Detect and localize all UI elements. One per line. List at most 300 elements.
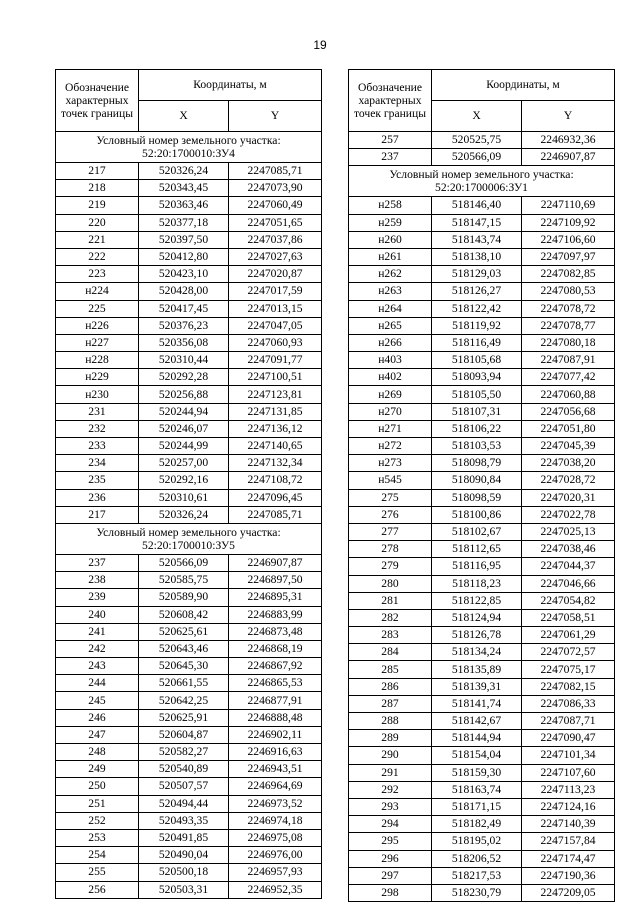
point-id-cell: н258 [349, 197, 432, 214]
table-row [56, 812, 322, 829]
table-row [349, 149, 615, 166]
y-coordinate-cell: 2247209,05 [522, 884, 615, 901]
y-coordinate-cell: 2247051,65 [229, 214, 322, 231]
x-coordinate-cell: 520540,89 [139, 761, 229, 778]
x-coordinate-cell: 520625,91 [139, 709, 229, 726]
y-coordinate-cell: 2246888,48 [229, 709, 322, 726]
y-coordinate-cell: 2247025,13 [522, 523, 615, 540]
y-coordinate-cell: 2246867,92 [229, 658, 322, 675]
x-coordinate-cell: 520642,25 [139, 692, 229, 709]
table-row [56, 180, 322, 197]
table-row [56, 881, 322, 898]
x-coordinate-cell: 518090,84 [432, 472, 522, 489]
x-coordinate-cell: 520310,44 [139, 352, 229, 369]
point-id-cell: 278 [349, 541, 432, 558]
x-coordinate-cell: 520566,09 [139, 554, 229, 571]
x-coordinate-cell: 520507,57 [139, 778, 229, 795]
table-row [349, 523, 615, 540]
point-id-cell: н266 [349, 334, 432, 351]
table-row [56, 438, 322, 455]
point-id-cell: 234 [56, 455, 139, 472]
point-id-cell: 239 [56, 589, 139, 606]
point-id-cell: н271 [349, 420, 432, 437]
table-row [56, 640, 322, 657]
table-row [349, 884, 615, 901]
point-id-cell: 241 [56, 623, 139, 640]
table-row [349, 867, 615, 884]
point-id-cell: н227 [56, 334, 139, 351]
point-id-cell: 235 [56, 472, 139, 489]
x-coordinate-cell: 520661,55 [139, 675, 229, 692]
table-row [349, 455, 615, 472]
table-row [349, 609, 615, 626]
x-coordinate-cell: 518122,85 [432, 592, 522, 609]
table-row [349, 197, 615, 214]
y-coordinate-cell: 2247106,60 [522, 231, 615, 248]
table-row [349, 661, 615, 678]
y-coordinate-cell: 2247082,85 [522, 266, 615, 283]
point-id-cell: 255 [56, 864, 139, 881]
point-id-cell: н264 [349, 300, 432, 317]
table-row [56, 248, 322, 265]
point-id-cell: н545 [349, 472, 432, 489]
x-coordinate-cell: 518141,74 [432, 695, 522, 712]
point-id-cell: 257 [349, 132, 432, 149]
point-id-cell: 281 [349, 592, 432, 609]
point-id-cell: 242 [56, 640, 139, 657]
land-plot-number: Условный номер земельного участка: 52:20:1700006:ЗУ1 [349, 166, 615, 197]
table-row [349, 231, 615, 248]
table-row [56, 352, 322, 369]
x-coordinate-cell: 518102,67 [432, 523, 522, 540]
table-row [56, 709, 322, 726]
x-coordinate-cell: 518122,42 [432, 300, 522, 317]
y-coordinate-cell: 2247075,17 [522, 661, 615, 678]
x-coordinate-cell: 518206,52 [432, 850, 522, 867]
point-id-cell: 240 [56, 606, 139, 623]
x-coordinate-cell: 520417,45 [139, 300, 229, 317]
y-coordinate-cell: 2247017,59 [229, 283, 322, 300]
table-row [56, 675, 322, 692]
point-id-cell: 287 [349, 695, 432, 712]
y-coordinate-cell: 2247060,88 [522, 386, 615, 403]
y-coordinate-cell: 2247073,90 [229, 180, 322, 197]
x-coordinate-cell: 518098,79 [432, 455, 522, 472]
y-coordinate-cell: 2247174,47 [522, 850, 615, 867]
y-coordinate-cell: 2247091,77 [229, 352, 322, 369]
header-y: Y [522, 101, 615, 132]
point-id-cell: 222 [56, 248, 139, 265]
table-row [349, 764, 615, 781]
point-id-cell: 293 [349, 798, 432, 815]
y-coordinate-cell: 2246902,11 [229, 726, 322, 743]
table-row [56, 266, 322, 283]
table-header [349, 70, 615, 132]
point-id-cell: 285 [349, 661, 432, 678]
y-coordinate-cell: 2247090,47 [522, 730, 615, 747]
point-id-cell: н269 [349, 386, 432, 403]
header-x: X [139, 101, 229, 132]
point-id-cell: 247 [56, 726, 139, 743]
x-coordinate-cell: 520244,94 [139, 403, 229, 420]
y-coordinate-cell: 2247087,71 [522, 713, 615, 730]
header-point-designation: Обозначение характерных точек границы [56, 70, 139, 132]
table-row [56, 658, 322, 675]
point-id-cell: н228 [56, 352, 139, 369]
table-row [349, 334, 615, 351]
y-coordinate-cell: 2246897,50 [229, 572, 322, 589]
x-coordinate-cell: 518143,74 [432, 231, 522, 248]
y-coordinate-cell: 2247054,82 [522, 592, 615, 609]
x-coordinate-cell: 518154,04 [432, 747, 522, 764]
y-coordinate-cell: 2247085,71 [229, 163, 322, 180]
point-id-cell: 244 [56, 675, 139, 692]
table-row [349, 386, 615, 403]
table-row [349, 747, 615, 764]
x-coordinate-cell: 518119,92 [432, 317, 522, 334]
y-coordinate-cell: 2246907,87 [522, 149, 615, 166]
x-coordinate-cell: 520503,31 [139, 881, 229, 898]
y-coordinate-cell: 2247020,31 [522, 489, 615, 506]
x-coordinate-cell: 520363,46 [139, 197, 229, 214]
table-row [349, 317, 615, 334]
y-coordinate-cell: 2247038,46 [522, 541, 615, 558]
y-coordinate-cell: 2247124,16 [522, 798, 615, 815]
point-id-cell: 217 [56, 506, 139, 523]
x-coordinate-cell: 520490,04 [139, 847, 229, 864]
table-row [56, 606, 322, 623]
x-coordinate-cell: 518159,30 [432, 764, 522, 781]
point-id-cell: 276 [349, 506, 432, 523]
point-id-cell: н224 [56, 283, 139, 300]
x-coordinate-cell: 518195,02 [432, 833, 522, 850]
x-coordinate-cell: 520500,18 [139, 864, 229, 881]
table-row [56, 214, 322, 231]
header-y: Y [229, 101, 322, 132]
table-row [349, 438, 615, 455]
table-row [349, 781, 615, 798]
y-coordinate-cell: 2247078,77 [522, 317, 615, 334]
x-coordinate-cell: 520377,18 [139, 214, 229, 231]
table-row [56, 420, 322, 437]
x-coordinate-cell: 520494,44 [139, 795, 229, 812]
table-row [56, 334, 322, 351]
table-row [56, 864, 322, 881]
x-coordinate-cell: 518129,03 [432, 266, 522, 283]
y-coordinate-cell: 2247140,39 [522, 816, 615, 833]
table-row [56, 300, 322, 317]
y-coordinate-cell: 2247045,39 [522, 438, 615, 455]
x-coordinate-cell: 520491,85 [139, 829, 229, 846]
y-coordinate-cell: 2247046,66 [522, 575, 615, 592]
x-coordinate-cell: 518138,10 [432, 248, 522, 265]
x-coordinate-cell: 518093,94 [432, 369, 522, 386]
table-row [56, 744, 322, 761]
x-coordinate-cell: 518124,94 [432, 609, 522, 626]
x-coordinate-cell: 518126,78 [432, 627, 522, 644]
x-coordinate-cell: 518106,22 [432, 420, 522, 437]
point-id-cell: 282 [349, 609, 432, 626]
point-id-cell: н259 [349, 214, 432, 231]
y-coordinate-cell: 2246877,91 [229, 692, 322, 709]
table-row [349, 352, 615, 369]
coordinates-table-right [348, 69, 615, 902]
x-coordinate-cell: 520428,00 [139, 283, 229, 300]
land-plot-number: Условный номер земельного участка: 52:20:1700010:ЗУ5 [56, 523, 322, 554]
x-coordinate-cell: 518126,27 [432, 283, 522, 300]
y-coordinate-cell: 2247096,45 [229, 489, 322, 506]
point-id-cell: 298 [349, 884, 432, 901]
table-row [349, 575, 615, 592]
table-row [56, 572, 322, 589]
table-row [349, 248, 615, 265]
x-coordinate-cell: 518116,95 [432, 558, 522, 575]
x-coordinate-cell: 520292,16 [139, 472, 229, 489]
point-id-cell: 279 [349, 558, 432, 575]
x-coordinate-cell: 520423,10 [139, 266, 229, 283]
table-row [349, 627, 615, 644]
x-coordinate-cell: 520412,80 [139, 248, 229, 265]
x-coordinate-cell: 520292,28 [139, 369, 229, 386]
y-coordinate-cell: 2246883,99 [229, 606, 322, 623]
point-id-cell: 245 [56, 692, 139, 709]
table-row [56, 589, 322, 606]
y-coordinate-cell: 2246975,08 [229, 829, 322, 846]
point-id-cell: 251 [56, 795, 139, 812]
x-coordinate-cell: 518118,23 [432, 575, 522, 592]
x-coordinate-cell: 518163,74 [432, 781, 522, 798]
point-id-cell: 237 [349, 149, 432, 166]
y-coordinate-cell: 2247132,34 [229, 455, 322, 472]
land-plot-number: Условный номер земельного участка: 52:20:1700010:ЗУ4 [56, 132, 322, 163]
x-coordinate-cell: 520582,27 [139, 744, 229, 761]
x-coordinate-cell: 518217,53 [432, 867, 522, 884]
point-id-cell: 256 [56, 881, 139, 898]
x-coordinate-cell: 518103,53 [432, 438, 522, 455]
point-id-cell: н260 [349, 231, 432, 248]
table-body [349, 132, 615, 902]
point-id-cell: 290 [349, 747, 432, 764]
section-row [349, 166, 615, 197]
y-coordinate-cell: 2247107,60 [522, 764, 615, 781]
x-coordinate-cell: 520256,88 [139, 386, 229, 403]
point-id-cell: 233 [56, 438, 139, 455]
point-id-cell: 283 [349, 627, 432, 644]
table-row [56, 472, 322, 489]
x-coordinate-cell: 518171,15 [432, 798, 522, 815]
table-row [349, 798, 615, 815]
y-coordinate-cell: 2247082,15 [522, 678, 615, 695]
header-coordinates: Координаты, м [432, 70, 615, 101]
x-coordinate-cell: 520244,99 [139, 438, 229, 455]
x-coordinate-cell: 520356,08 [139, 334, 229, 351]
table-row [349, 558, 615, 575]
y-coordinate-cell: 2247061,29 [522, 627, 615, 644]
y-coordinate-cell: 2247047,05 [229, 317, 322, 334]
y-coordinate-cell: 2246916,63 [229, 744, 322, 761]
y-coordinate-cell: 2247028,72 [522, 472, 615, 489]
table-row [56, 231, 322, 248]
x-coordinate-cell: 520326,24 [139, 506, 229, 523]
x-coordinate-cell: 520625,61 [139, 623, 229, 640]
table-row [349, 713, 615, 730]
y-coordinate-cell: 2247110,69 [522, 197, 615, 214]
x-coordinate-cell: 520493,35 [139, 812, 229, 829]
y-coordinate-cell: 2247100,51 [229, 369, 322, 386]
table-body [56, 132, 322, 899]
table-row [56, 369, 322, 386]
table-row [349, 420, 615, 437]
point-id-cell: 254 [56, 847, 139, 864]
x-coordinate-cell: 518230,79 [432, 884, 522, 901]
y-coordinate-cell: 2247072,57 [522, 644, 615, 661]
table-row [349, 369, 615, 386]
y-coordinate-cell: 2247060,49 [229, 197, 322, 214]
y-coordinate-cell: 2247037,86 [229, 231, 322, 248]
y-coordinate-cell: 2247058,51 [522, 609, 615, 626]
x-coordinate-cell: 518105,68 [432, 352, 522, 369]
point-id-cell: н230 [56, 386, 139, 403]
table-row [56, 386, 322, 403]
x-coordinate-cell: 520608,42 [139, 606, 229, 623]
y-coordinate-cell: 2247080,18 [522, 334, 615, 351]
table-row [56, 403, 322, 420]
x-coordinate-cell: 520343,45 [139, 180, 229, 197]
point-id-cell: 296 [349, 850, 432, 867]
table-row [349, 678, 615, 695]
table-row [56, 829, 322, 846]
x-coordinate-cell: 520310,61 [139, 489, 229, 506]
point-id-cell: н261 [349, 248, 432, 265]
point-id-cell: н263 [349, 283, 432, 300]
point-id-cell: 275 [349, 489, 432, 506]
table-header [56, 70, 322, 132]
table-row [349, 541, 615, 558]
point-id-cell: 218 [56, 180, 139, 197]
y-coordinate-cell: 2247108,72 [229, 472, 322, 489]
table-row [56, 692, 322, 709]
table-row [56, 283, 322, 300]
y-coordinate-cell: 2246865,53 [229, 675, 322, 692]
point-id-cell: 243 [56, 658, 139, 675]
y-coordinate-cell: 2247097,97 [522, 248, 615, 265]
point-id-cell: н262 [349, 266, 432, 283]
point-id-cell: 232 [56, 420, 139, 437]
x-coordinate-cell: 520645,30 [139, 658, 229, 675]
point-id-cell: 237 [56, 554, 139, 571]
header-coordinates: Координаты, м [139, 70, 322, 101]
y-coordinate-cell: 2247056,68 [522, 403, 615, 420]
y-coordinate-cell: 2246932,36 [522, 132, 615, 149]
x-coordinate-cell: 518116,49 [432, 334, 522, 351]
point-id-cell: 220 [56, 214, 139, 231]
x-coordinate-cell: 518100,86 [432, 506, 522, 523]
point-id-cell: 295 [349, 833, 432, 850]
x-coordinate-cell: 518105,50 [432, 386, 522, 403]
x-coordinate-cell: 518134,24 [432, 644, 522, 661]
x-coordinate-cell: 520525,75 [432, 132, 522, 149]
point-id-cell: 250 [56, 778, 139, 795]
table-row [56, 778, 322, 795]
x-coordinate-cell: 520643,46 [139, 640, 229, 657]
table-row [349, 850, 615, 867]
table-row [56, 623, 322, 640]
point-id-cell: 291 [349, 764, 432, 781]
point-id-cell: 253 [56, 829, 139, 846]
y-coordinate-cell: 2247086,33 [522, 695, 615, 712]
y-coordinate-cell: 2247044,37 [522, 558, 615, 575]
y-coordinate-cell: 2246964,69 [229, 778, 322, 795]
x-coordinate-cell: 518182,49 [432, 816, 522, 833]
y-coordinate-cell: 2247109,92 [522, 214, 615, 231]
x-coordinate-cell: 518112,65 [432, 541, 522, 558]
point-id-cell: 292 [349, 781, 432, 798]
y-coordinate-cell: 2247136,12 [229, 420, 322, 437]
y-coordinate-cell: 2247078,72 [522, 300, 615, 317]
section-row [56, 132, 322, 163]
y-coordinate-cell: 2246895,31 [229, 589, 322, 606]
y-coordinate-cell: 2247123,81 [229, 386, 322, 403]
x-coordinate-cell: 520326,24 [139, 163, 229, 180]
point-id-cell: 219 [56, 197, 139, 214]
point-id-cell: 223 [56, 266, 139, 283]
point-id-cell: н265 [349, 317, 432, 334]
table-row [56, 163, 322, 180]
x-coordinate-cell: 520257,00 [139, 455, 229, 472]
y-coordinate-cell: 2247060,93 [229, 334, 322, 351]
point-id-cell: н229 [56, 369, 139, 386]
point-id-cell: 284 [349, 644, 432, 661]
point-id-cell: 225 [56, 300, 139, 317]
x-coordinate-cell: 518144,94 [432, 730, 522, 747]
table-row [349, 644, 615, 661]
y-coordinate-cell: 2247131,85 [229, 403, 322, 420]
point-id-cell: 248 [56, 744, 139, 761]
point-id-cell: 249 [56, 761, 139, 778]
table-row [349, 472, 615, 489]
x-coordinate-cell: 518098,59 [432, 489, 522, 506]
point-id-cell: 280 [349, 575, 432, 592]
point-id-cell: 294 [349, 816, 432, 833]
y-coordinate-cell: 2246952,35 [229, 881, 322, 898]
coordinates-table-left [55, 69, 322, 899]
y-coordinate-cell: 2246907,87 [229, 554, 322, 571]
y-coordinate-cell: 2247020,87 [229, 266, 322, 283]
y-coordinate-cell: 2247101,34 [522, 747, 615, 764]
point-id-cell: н226 [56, 317, 139, 334]
header-point-designation: Обозначение характерных точек границы [349, 70, 432, 132]
table-row [56, 317, 322, 334]
table-row [349, 132, 615, 149]
x-coordinate-cell: 520246,07 [139, 420, 229, 437]
x-coordinate-cell: 520376,23 [139, 317, 229, 334]
y-coordinate-cell: 2247051,80 [522, 420, 615, 437]
point-id-cell: 286 [349, 678, 432, 695]
table-row [56, 795, 322, 812]
x-coordinate-cell: 520585,75 [139, 572, 229, 589]
point-id-cell: 231 [56, 403, 139, 420]
y-coordinate-cell: 2247038,20 [522, 455, 615, 472]
y-coordinate-cell: 2247080,53 [522, 283, 615, 300]
table-row [349, 592, 615, 609]
x-coordinate-cell: 518135,89 [432, 661, 522, 678]
point-id-cell: н402 [349, 369, 432, 386]
y-coordinate-cell: 2247077,42 [522, 369, 615, 386]
y-coordinate-cell: 2247022,78 [522, 506, 615, 523]
x-coordinate-cell: 520589,90 [139, 589, 229, 606]
x-coordinate-cell: 518139,31 [432, 678, 522, 695]
y-coordinate-cell: 2247157,84 [522, 833, 615, 850]
